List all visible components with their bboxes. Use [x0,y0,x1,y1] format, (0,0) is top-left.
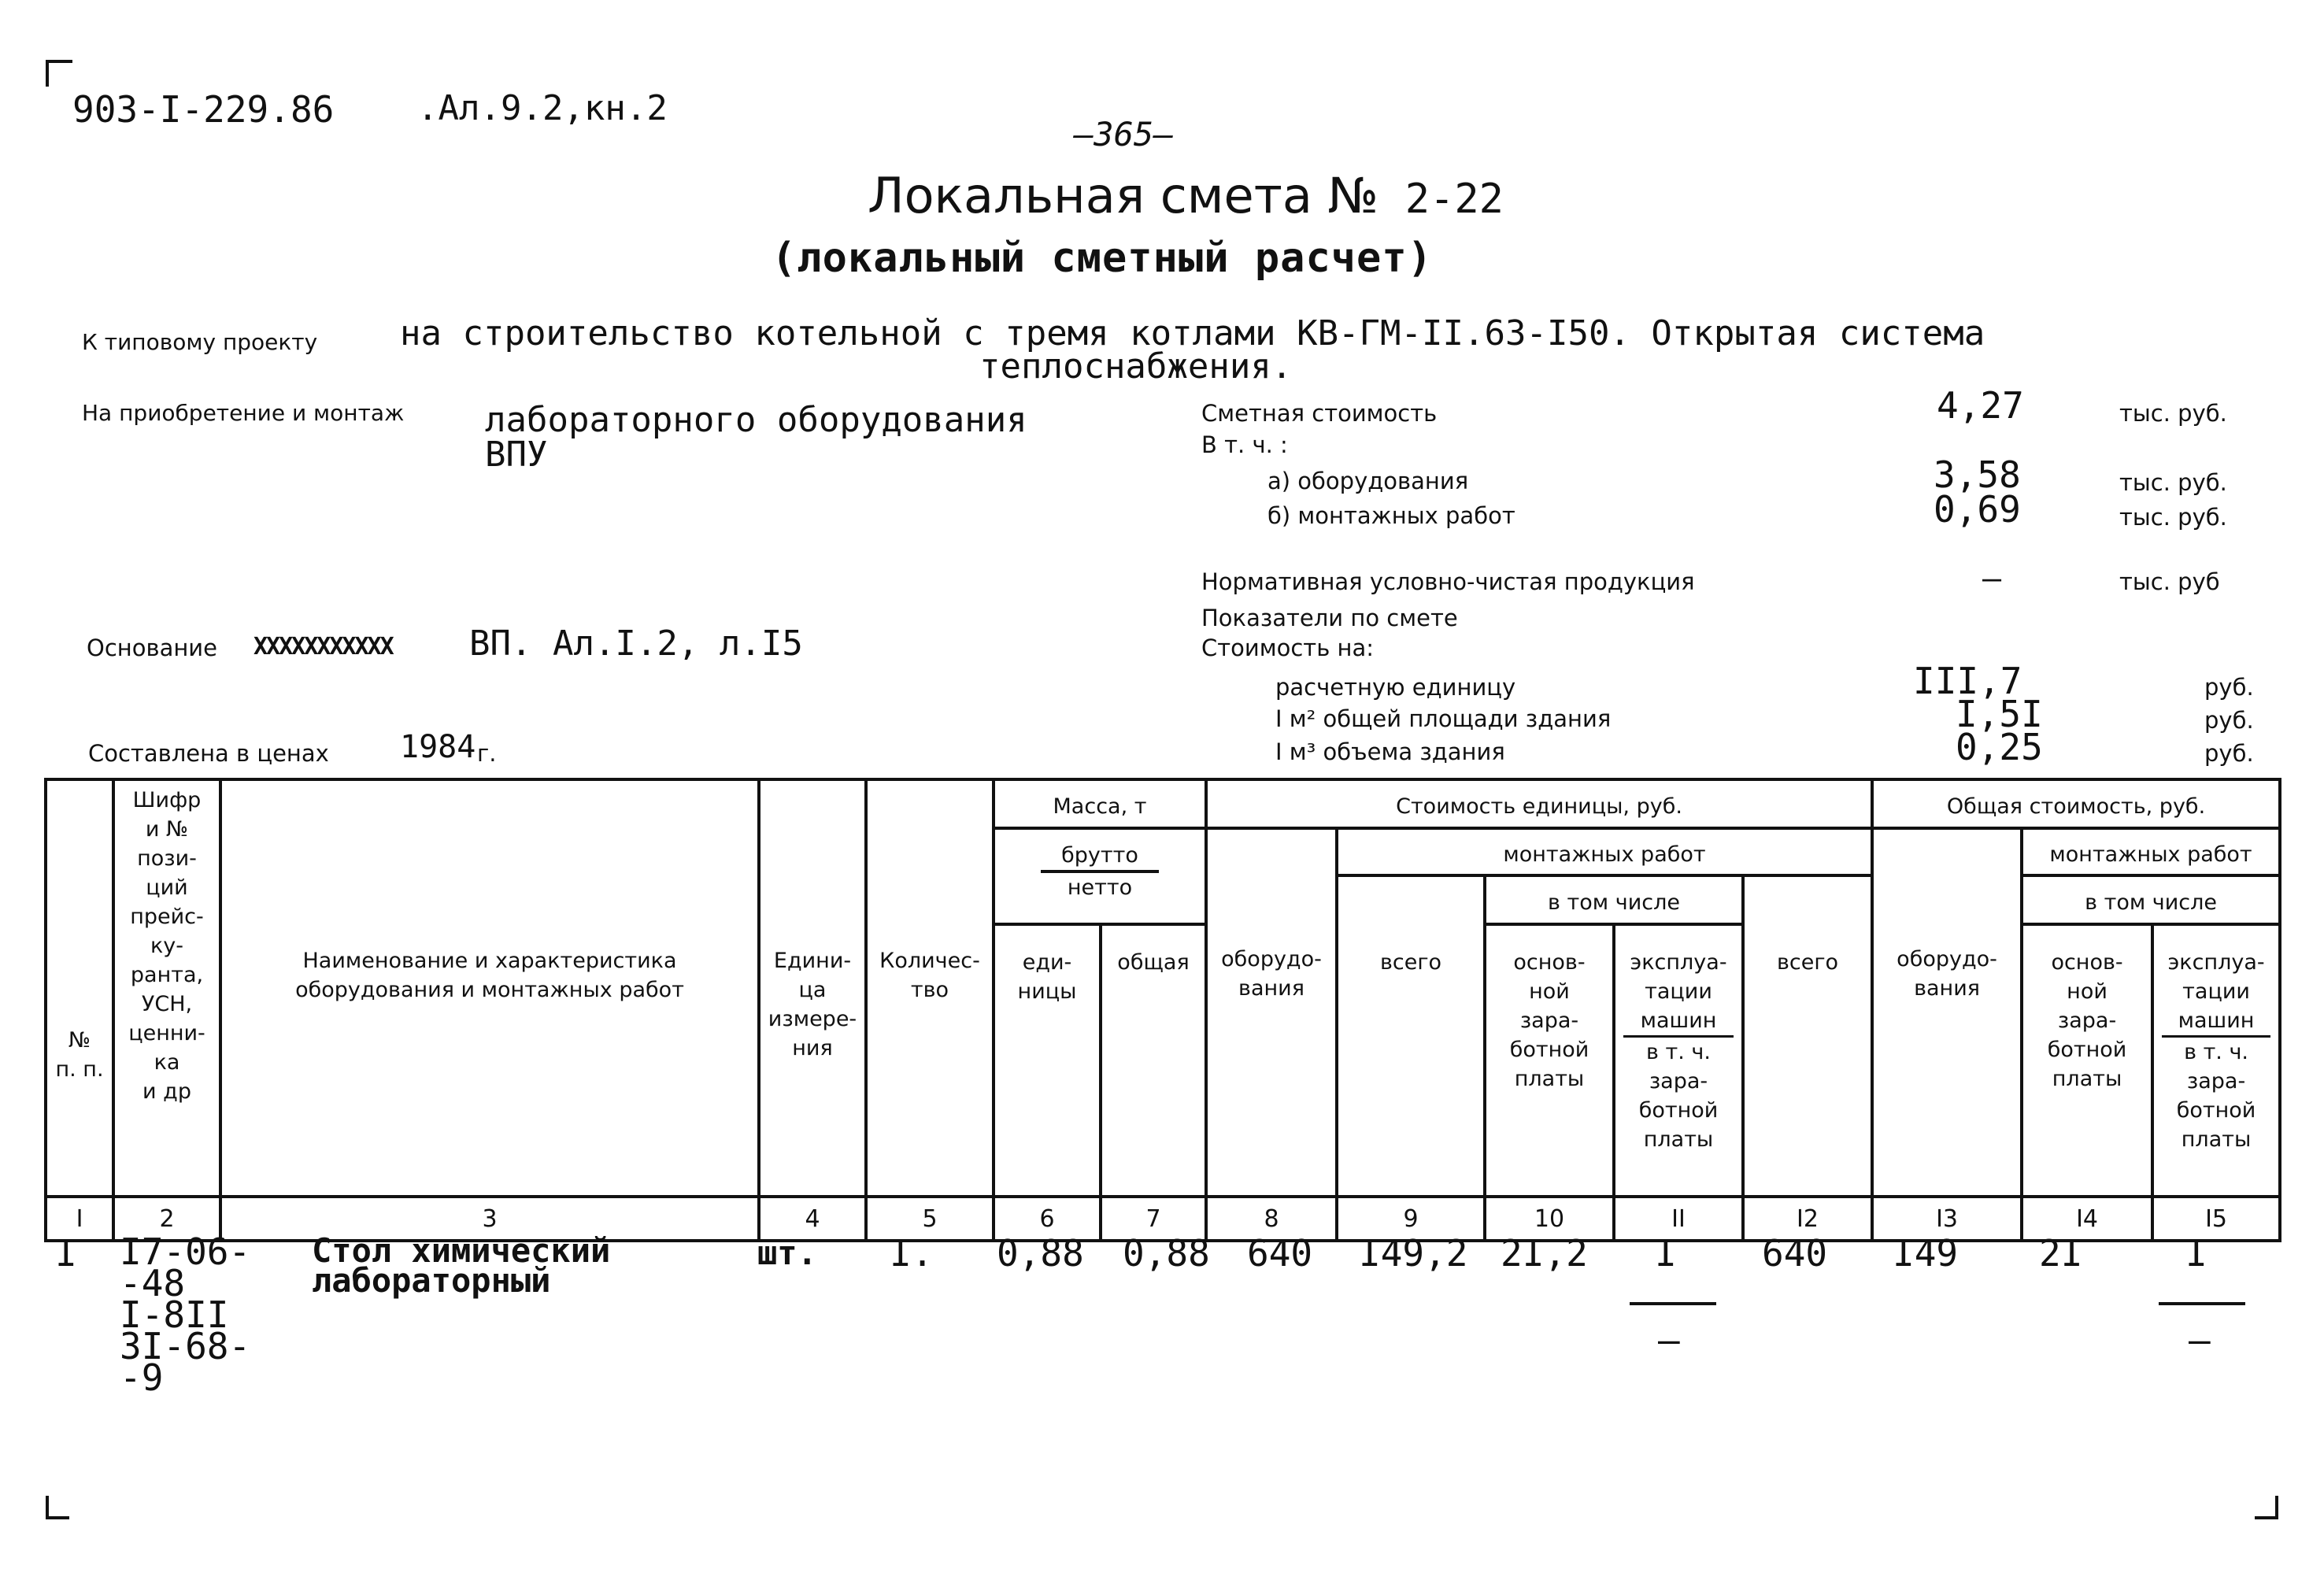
header-machines-label: эксплуа- тации машин [2162,948,2270,1038]
row-unit: шт. [757,1234,817,1272]
col-number: 5 [866,1197,994,1241]
row-name: Стол химический лабораторный [312,1231,611,1300]
install-cost-unit: тыс. руб. [2119,504,2227,531]
row-machines-total-cost: I [2185,1232,2207,1275]
header-netto: нетто [1067,875,1133,900]
header-all-total: всего [1743,875,1872,1197]
header-unit: Едини- ца измере- ния [759,779,866,1197]
col-number: 6 [994,1197,1101,1241]
album-reference: .Ал.9.2,кн.2 [417,88,668,128]
header-mass: Масса, т [994,779,1206,828]
per-area-label: I м² общей площади здания [1275,705,1612,732]
basis-value: ВП. Ал.I.2, л.I5 [469,623,803,664]
corner-mark-top-left [46,60,72,87]
col-number: 8 [1206,1197,1337,1241]
row-wages-unit-cost: 2I,2 [1501,1232,1588,1275]
equipment-cost-unit: тыс. руб. [2119,469,2227,496]
header-machines-wages-label: в т. ч. зара- ботной платы [1638,1040,1719,1152]
install-cost-value: 0,69 [1934,488,2021,531]
col-number: I3 [1872,1197,2022,1241]
row-machines-unit-cost: I [1655,1232,1677,1275]
per-unit-label: расчетную единицу [1275,674,1516,701]
row-code: I7-06- -48 I-8II 3I-68- -9 [120,1230,251,1399]
corner-mark-bottom-right [2255,1496,2278,1519]
per-volume-label: I м³ объема здания [1275,738,1505,765]
header-code: Шифр и № пози- ций прейс- ку- ранта, УСН, ценни- ка и др [113,779,220,1197]
prices-label: Составлена в ценах [88,740,329,767]
row-num: I [55,1232,77,1275]
cost-on-label: Стоимость на: [1201,635,1375,661]
per-unit-value: III,7 [1913,660,2022,702]
header-incl-total: в том числе [2022,875,2280,924]
row-machines-wages-unit-cost: – [1658,1319,1680,1361]
header-brutto-netto [994,828,1206,924]
equipment-cost-label: а) оборудования [1267,468,1469,494]
estimate-number: 2-22 [1404,176,1504,223]
per-volume-unit: руб. [2204,740,2254,767]
basis-label: Основание [87,635,217,661]
header-num: № п. п. [46,779,113,1197]
row-mass-unit: 0,88 [997,1232,1084,1275]
total-cost-unit: тыс. руб. [2119,400,2227,427]
col-number: 10 [1485,1197,1614,1241]
header-unit-cost: Стоимость единицы, руб. [1206,779,1872,828]
header-brutto: брутто [1041,841,1159,873]
header-equipment-total: оборудо- вания [1872,828,2022,1197]
col-number: I4 [2022,1197,2152,1241]
col-number: 3 [220,1197,759,1241]
header-install-works-total: монтажных работ [2022,828,2280,875]
header-qty: Количес- тво [866,779,994,1197]
header-all-unit: всего [1337,875,1485,1197]
header-wages-total: основ- ной зара- ботной платы [2022,924,2152,1197]
fraction-line [1630,1302,1716,1305]
row-equipment-unit-cost: 640 [1247,1232,1313,1275]
header-incl-unit: в том числе [1485,875,1743,924]
col-number: II [1614,1197,1743,1241]
indicators-label: Показатели по смете [1201,605,1458,631]
header-machines-unit [1614,924,1743,1197]
page-number: —365— [1074,115,1174,154]
estimate-table [44,778,2281,1242]
row-install-unit-cost: I49,2 [1359,1232,1468,1275]
per-area-unit: руб. [2204,707,2254,734]
col-number: I [46,1197,113,1241]
normative-value: – [1982,561,2002,597]
row-mass-total: 0,88 [1123,1232,1210,1275]
page-subtitle: (локальный сметный расчет) [772,235,1433,282]
install-cost-label: б) монтажных работ [1267,502,1515,529]
document-code: 903-I-229.86 [72,88,335,131]
header-machines-label: эксплуа- тации машин [1623,948,1734,1038]
project-text-line2: теплоснабжения. [979,346,1293,387]
header-machines-wages-label: в т. ч. зара- ботной платы [2176,1040,2256,1152]
prices-year: 1984 [400,729,476,765]
col-number: 2 [113,1197,220,1241]
total-cost-value: 4,27 [1937,384,2024,427]
corner-mark-bottom-left [46,1496,69,1519]
row-install-total-cost: I49 [1893,1232,1959,1275]
purchase-value-line1: лабораторного оборудования [485,400,1027,440]
per-unit-unit: руб. [2204,674,2254,701]
purchase-value-line2: ВПУ [485,435,548,475]
normative-label: Нормативная условно-чистая продукция [1201,568,1695,595]
col-number: 4 [759,1197,866,1241]
page-title [868,167,1504,224]
col-number: I2 [1743,1197,1872,1241]
per-volume-value: 0,25 [1956,726,2043,768]
row-qty: I. [890,1232,934,1275]
header-name: Наименование и характеристика оборудования и монтажных работ [220,779,759,1197]
row-machines-wages-total-cost: – [2189,1319,2211,1361]
header-mass-total: общая [1101,924,1206,1197]
col-number: I5 [2152,1197,2280,1241]
row-equipment-total-cost: 640 [1762,1232,1828,1275]
prices-suffix: г. [477,740,497,767]
header-mass-unit: еди- ницы [994,924,1101,1197]
header-machines-total [2152,924,2280,1197]
normative-unit: тыс. руб [2119,568,2220,595]
header-install-works-unit: монтажных работ [1337,828,1872,875]
equipment-cost-value: 3,58 [1934,453,2021,496]
col-number: 9 [1337,1197,1485,1241]
row-wages-total-cost: 2I [2039,1232,2083,1275]
header-wages-unit: основ- ной зара- ботной платы [1485,924,1614,1197]
purchase-label: На приобретение и монтаж [82,400,405,426]
project-label: К типовому проекту [82,329,318,355]
per-area-value: I,5I [1956,693,2043,735]
header-total-cost: Общая стоимость, руб. [1872,779,2280,828]
project-text-line1: на строительство котельной с тремя котлами КВ-ГМ-II.63-I50. Открытая система [400,313,1985,353]
fraction-line [2159,1302,2245,1305]
col-number: 7 [1101,1197,1206,1241]
header-equipment-unit: оборудо- вания [1206,828,1337,1197]
total-cost-label: Сметная стоимость [1201,400,1438,427]
including-label: В т. ч. : [1201,431,1288,458]
basis-strikeout-mark: ХХХХХХХХХХХ [253,633,393,660]
title-text: Локальная смета № [868,167,1379,224]
